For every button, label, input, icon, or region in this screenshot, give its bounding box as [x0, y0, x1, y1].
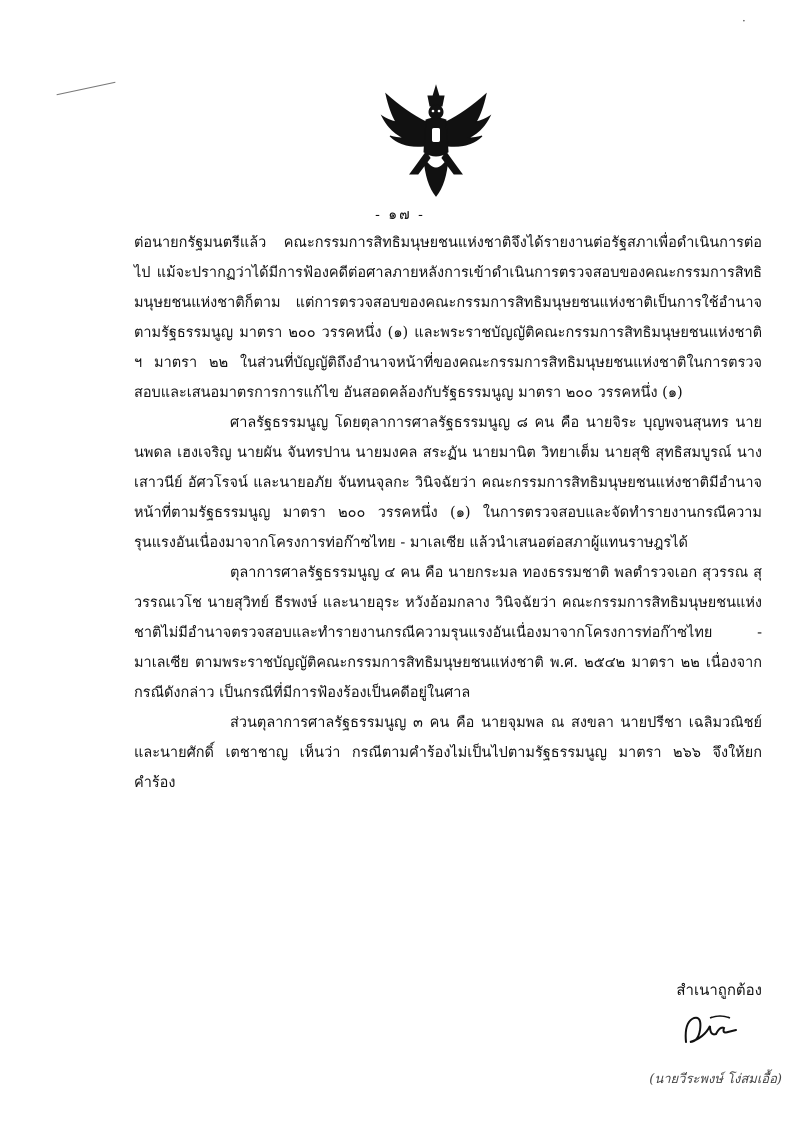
paragraph-minority-opinion — [134, 558, 762, 708]
garuda-emblem-icon — [376, 82, 496, 200]
signature-mark-icon — [680, 1012, 740, 1050]
paragraph-text: ตุลาการศาลรัฐธรรมนูญ ๔ คน คือ นายกระมล ทองธรรมชาติ พลตำรวจเอก สุวรรณ สุวรรณเวโช นายสุวิทย์ ธีรพงษ์ และนายอุระ หวังอ้อมกลาง วินิจฉัยว่า คณะกรรมการสิทธิมนุษยชนแห่งชาติไม่มีอำนาจตรวจสอบและทำรายงานกรณีความรุนแรงอันเนื่องมาจากโครงการท่อก๊าซไทย - มาเลเซีย ตามพระราชบัญญัติคณะกรรมการสิทธิมนุษยชนแห่งชาติ พ.ศ. ๒๕๔๒ มาตรา ๒๒ เนื่องจากกรณีดังกล่าว เป็นกรณีที่มีการฟ้องร้องเป็นคดีอยู่ในศาล — [134, 565, 762, 701]
body-text — [134, 228, 762, 798]
stray-pen-mark — [57, 82, 116, 95]
certified-copy-label: สำเนาถูกต้อง — [676, 981, 762, 999]
signer-name: (นายวีระพงษ์ โง่สมเอื้อ) — [649, 1072, 782, 1087]
page-number: - ๑๗ - — [375, 207, 425, 223]
paragraph-majority-ruling — [134, 408, 762, 558]
paragraph-continuation — [134, 228, 762, 408]
corner-dot-mark: · — [742, 14, 746, 28]
paragraph-dismissal-opinion — [134, 708, 762, 798]
paragraph-text: ศาลรัฐธรรมนูญ โดยตุลาการศาลรัฐธรรมนูญ ๘ คน คือ นายจิระ บุญพจนสุนทร นายนพดล เฮงเจริญ นายผัน จันทรปาน นายมงคล สระฏัน นายมานิต วิทยาเต็ม นายสุชิ สุทธิสมบูรณ์ นางเสาวนีย์ อัศวโรจน์ และนายอภัย จันทนจุลกะ วินิจฉัยว่า คณะกรรมการสิทธิมนุษยชนแห่งชาติมีอำนาจหน้าที่ตามรัฐธรรมนูญ มาตรา ๒๐๐ วรรคหนึ่ง (๑) ในการตรวจสอบและจัดทำรายงานกรณีความรุนแรงอันเนื่องมาจากโครงการท่อก๊าซไทย - มาเลเซีย แล้วนำเสนอต่อสภาผู้แทนราษฎรได้ — [134, 415, 762, 551]
paragraph-text: ต่อนายกรัฐมนตรีแล้ว คณะกรรมการสิทธิมนุษยชนแห่งชาติจึงได้รายงานต่อรัฐสภาเพื่อดำเนินการต่อไป แม้จะปรากฏว่าได้มีการฟ้องคดีต่อศาลภายหลังการเข้าดำเนินการตรวจสอบของคณะกรรมการสิทธิมนุษยชนแห่งชาติก็ตาม แต่การตรวจสอบของคณะกรรมการสิทธิมนุษยชนแห่งชาติเป็นการใช้อำนาจตามรัฐธรรมนูญ มาตรา ๒๐๐ วรรคหนึ่ง (๑) และพระราชบัญญัติคณะกรรมการสิทธิมนุษยชนแห่งชาติ ฯ มาตรา ๒๒ ในส่วนที่บัญญัติถึงอำนาจหน้าที่ของคณะกรรมการสิทธิมนุษยชนแห่งชาติในการตรวจสอบและเสนอมาตรการการแก้ไข อันสอดคล้องกับรัฐธรรมนูญ มาตรา ๒๐๐ วรรคหนึ่ง (๑) — [134, 235, 762, 401]
paragraph-text: ส่วนตุลาการศาลรัฐธรรมนูญ ๓ คน คือ นายจุมพล ณ สงขลา นายปรีชา เฉลิมวณิชย์ และนายศักดิ์ เตชาชาญ เห็นว่า กรณีตามคำร้องไม่เป็นไปตามรัฐธรรมนูญ มาตรา ๒๖๖ จึงให้ยกคำร้อง — [134, 715, 762, 791]
